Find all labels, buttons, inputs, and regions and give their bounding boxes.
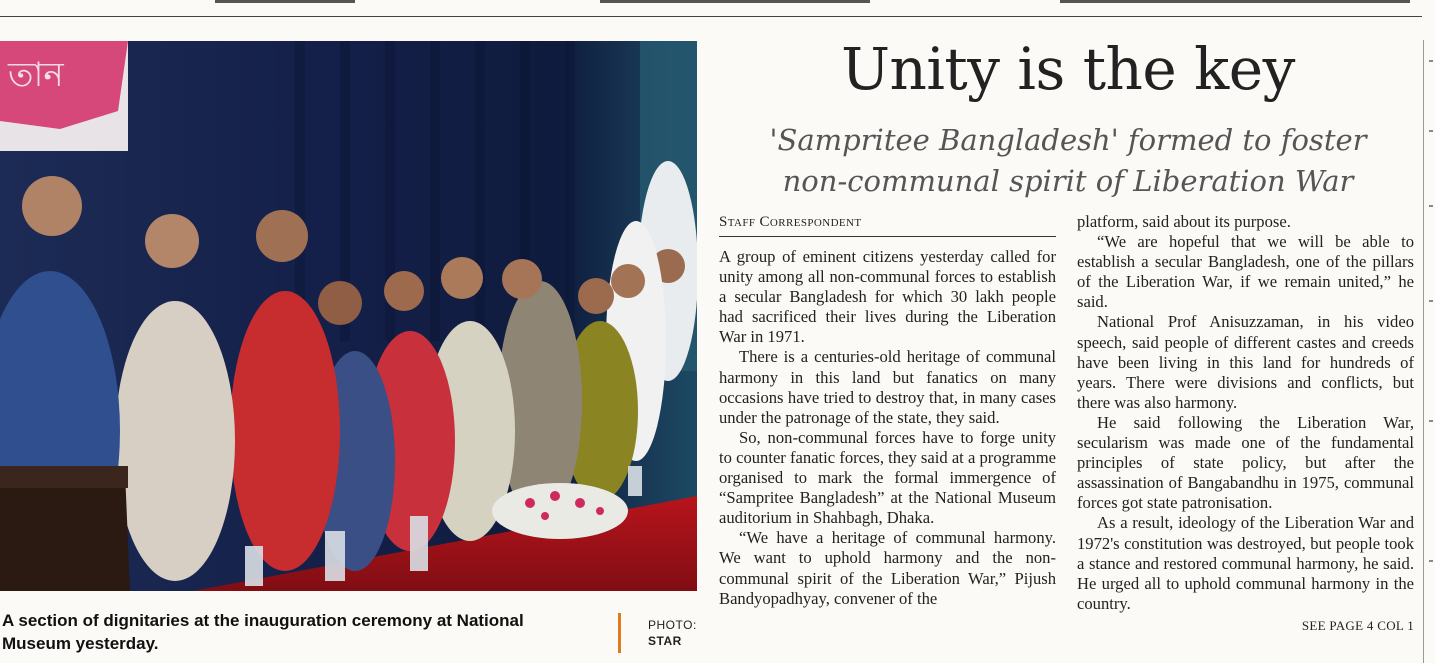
deck (718, 120, 1418, 202)
photo-caption: A section of dignitaries at the inauguration ceremony at National Museum yesterday. (2, 611, 524, 653)
byline-rule (719, 236, 1056, 237)
deck-line: 'Sampritee Bangladesh' formed to foster (769, 123, 1367, 157)
adjacent-column-mark (1429, 420, 1433, 422)
jump-line[interactable]: SEE PAGE 4 COL 1 (1301, 618, 1414, 633)
article-column-1 (719, 247, 1056, 609)
adjacent-column-mark (1429, 205, 1433, 207)
adjacent-column-mark (1429, 560, 1433, 562)
credit-accent-bar (618, 613, 621, 653)
column-divider (1423, 40, 1424, 663)
paragraph: A group of eminent citizens yesterday called for unity among all non-communal forces to establish a secular Bangladesh for which 30 lakh people had sacrificed their lives during the Liberation War in 1971. (719, 247, 1056, 347)
paragraph: As a result, ideology of the Liberation War and 1972's constitution was destroyed, but people took a stance and restored communal harmony, he said. He urged all to uphold communal harmony in the country. (1077, 513, 1414, 613)
paragraph: There is a centuries-old heritage of communal harmony in this land but fanatics on many occasions have tried to destroy that, in many cases under the patronage of the state, they said. (719, 347, 1056, 427)
paragraph: “We are hopeful that we will be able to establish a secular Bangladesh, one of the pillars of the Liberation War, if we remain united,” he said. (1077, 232, 1414, 312)
paragraph: National Prof Anisuzzaman, in his video speech, said people of different castes and creeds have been living in this land for hundreds of years. There were divisions and conflicts, but there was also harmony. (1077, 312, 1414, 412)
photo-credit (648, 617, 697, 649)
paragraph: He said following the Liberation War, secularism was made one of the fundamental principles of state policy, but after the assassination of Bangabandhu in 1975, communal forces got state patronisation. (1077, 412, 1414, 513)
banner-text: তান (8, 55, 64, 95)
credit-source: STAR (648, 634, 682, 648)
adjacent-column-mark (1429, 300, 1433, 302)
top-page-rule (0, 16, 1422, 17)
paragraph: “We have a heritage of communal harmony. We want to uphold harmony and the non-communal spirit of the Liberation War,” Pijush Bandyopadhyay, convener of the (719, 528, 1056, 608)
paragraph: So, non-communal forces have to forge unity to counter fanatic forces, they said at a programme organised to mark the formal immergence of “Sampritee Bangladesh” at the National Museum auditorium in Shahbagh, Dhaka. (719, 427, 1056, 528)
article-column-2 (1077, 212, 1414, 614)
news-photo (0, 41, 697, 591)
adjacent-column-mark (1429, 60, 1433, 62)
top-text-remnant (600, 0, 870, 3)
paragraph: platform, said about its purpose. (1077, 212, 1291, 231)
adjacent-column-mark (1429, 130, 1433, 132)
byline: Staff Correspondent (719, 214, 862, 230)
top-text-remnant (215, 0, 355, 3)
headline: Unity is the key (841, 35, 1295, 103)
deck-line: non-communal spirit of Liberation War (782, 164, 1354, 198)
credit-label: PHOTO: (648, 618, 697, 632)
top-text-remnant (1060, 0, 1410, 3)
